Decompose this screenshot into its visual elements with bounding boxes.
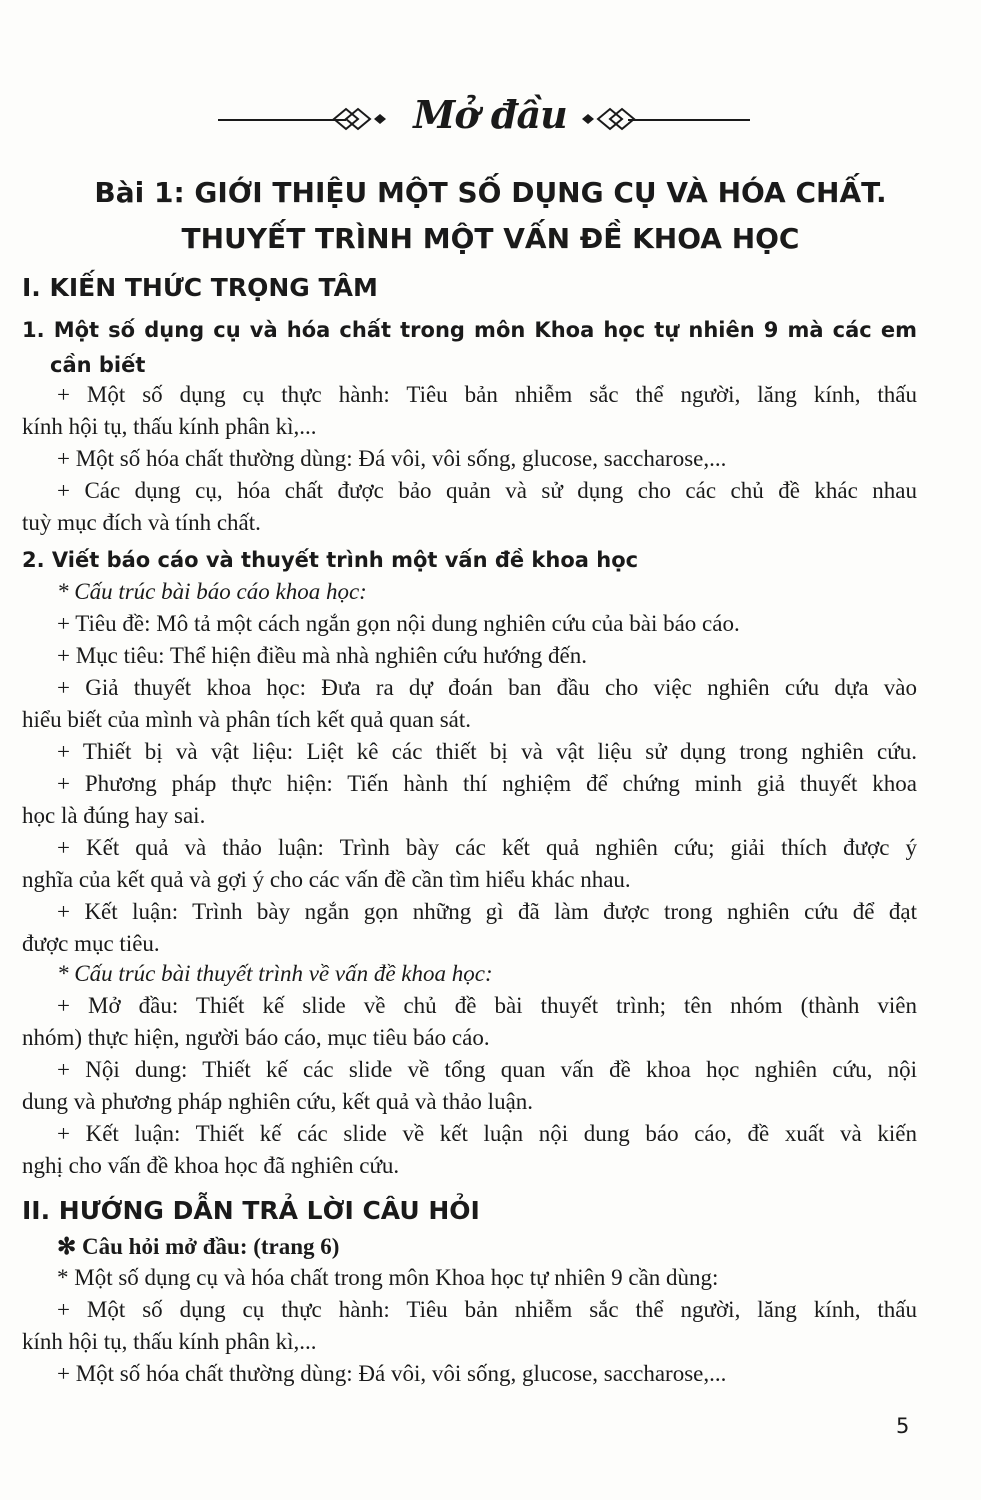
paragraph-line: nhóm) thực hiện, người báo cáo, mục tiêu báo cáo. xyxy=(22,1025,490,1050)
structure-heading-presentation: * Cấu trúc bài thuyết trình về vấn đề khoa học: xyxy=(57,961,493,986)
paragraph-line: + Thiết bị và vật liệu: Liệt kê các thiết bị và vật liệu sử dụng trong nghiên cứu. xyxy=(57,739,917,764)
header-rule-right xyxy=(628,119,750,121)
lesson-title-line-1: Bài 1: GIỚI THIỆU MỘT SỐ DỤNG CỤ VÀ HÓA CHẤT. xyxy=(94,176,887,209)
paragraph-line: hiểu biết của mình và phân tích kết quả quan sát. xyxy=(22,707,472,732)
paragraph-line: nghị cho vấn đề khoa học đã nghiên cứu. xyxy=(22,1153,400,1178)
lesson-title-line-2: THUYẾT TRÌNH MỘT VẤN ĐỀ KHOA HỌC xyxy=(181,222,800,255)
paragraph-line: + Một số hóa chất thường dùng: Đá vôi, vôi sống, glucose, saccharose,... xyxy=(57,1361,727,1386)
subheading-2: 2. Viết báo cáo và thuyết trình một vấn đề khoa học xyxy=(22,548,639,572)
paragraph-line: + Các dụng cụ, hóa chất được bảo quản và sử dụng cho các chủ đề khác nhau xyxy=(57,478,917,503)
section-heading-2: II. HƯỚNG DẪN TRẢ LỜI CÂU HỎI xyxy=(22,1196,480,1225)
paragraph-line: nghĩa của kết quả và gợi ý cho các vấn đề cần tìm hiểu khác nhau. xyxy=(22,867,631,892)
paragraph-line: kính hội tụ, thấu kính phân kì,... xyxy=(22,414,317,439)
paragraph-line: tuỳ mục đích và tính chất. xyxy=(22,510,261,535)
paragraph-line: + Mục tiêu: Thể hiện điều mà nhà nghiên cứu hướng đến. xyxy=(57,643,587,668)
paragraph-line: + Tiêu đề: Mô tả một cách ngắn gọn nội dung nghiên cứu của bài báo cáo. xyxy=(57,611,740,636)
paragraph-line: học là đúng hay sai. xyxy=(22,803,206,828)
paragraph-line: + Một số dụng cụ thực hành: Tiêu bản nhiễm sắc thể người, lăng kính, thấu xyxy=(57,382,917,407)
paragraph-line: + Giả thuyết khoa học: Đưa ra dự đoán ban đầu cho việc nghiên cứu dựa vào xyxy=(57,675,917,700)
chapter-header xyxy=(0,92,981,142)
subheading-1-line-2: cần biết xyxy=(50,353,146,377)
paragraph-line: kính hội tụ, thấu kính phân kì,... xyxy=(22,1329,317,1354)
paragraph-line: + Mở đầu: Thiết kế slide về chủ đề bài thuyết trình; tên nhóm (thành viên xyxy=(57,993,917,1018)
paragraph-line: * Một số dụng cụ và hóa chất trong môn Khoa học tự nhiên 9 cần dùng: xyxy=(57,1265,719,1290)
paragraph-line: + Kết luận: Trình bày ngắn gọn những gì đã làm được trong nghiên cứu để đạt xyxy=(57,899,917,924)
paragraph-line: + Kết luận: Thiết kế các slide về kết luận nội dung báo cáo, đề xuất và kiến xyxy=(57,1121,917,1146)
header-rule-left xyxy=(218,119,346,121)
paragraph-line: + Một số dụng cụ thực hành: Tiêu bản nhiễm sắc thể người, lăng kính, thấu xyxy=(57,1297,917,1322)
section-heading-1: I. KIẾN THỨC TRỌNG TÂM xyxy=(22,273,378,302)
page-number: 5 xyxy=(896,1414,910,1438)
ornament-left-icon xyxy=(330,105,388,133)
paragraph-line: được mục tiêu. xyxy=(22,931,160,956)
question-heading: ✻ Câu hỏi mở đầu: (trang 6) xyxy=(57,1234,340,1259)
paragraph-line: + Kết quả và thảo luận: Trình bày các kết quả nghiên cứu; giải thích được ý xyxy=(57,835,917,860)
paragraph-line: + Phương pháp thực hiện: Tiến hành thí nghiệm để chứng minh giả thuyết khoa xyxy=(57,771,917,796)
paragraph-line: + Một số hóa chất thường dùng: Đá vôi, vôi sống, glucose, saccharose,... xyxy=(57,446,727,471)
chapter-title: Mở đầu xyxy=(413,92,567,137)
structure-heading-report: * Cấu trúc bài báo cáo khoa học: xyxy=(57,579,367,604)
paragraph-line: + Nội dung: Thiết kế các slide về tổng quan vấn đề khoa học nghiên cứu, nội xyxy=(57,1057,917,1082)
subheading-1-line-1: 1. Một số dụng cụ và hóa chất trong môn Khoa học tự nhiên 9 mà các em xyxy=(22,318,917,342)
paragraph-line: dung và phương pháp nghiên cứu, kết quả và thảo luận. xyxy=(22,1089,534,1114)
